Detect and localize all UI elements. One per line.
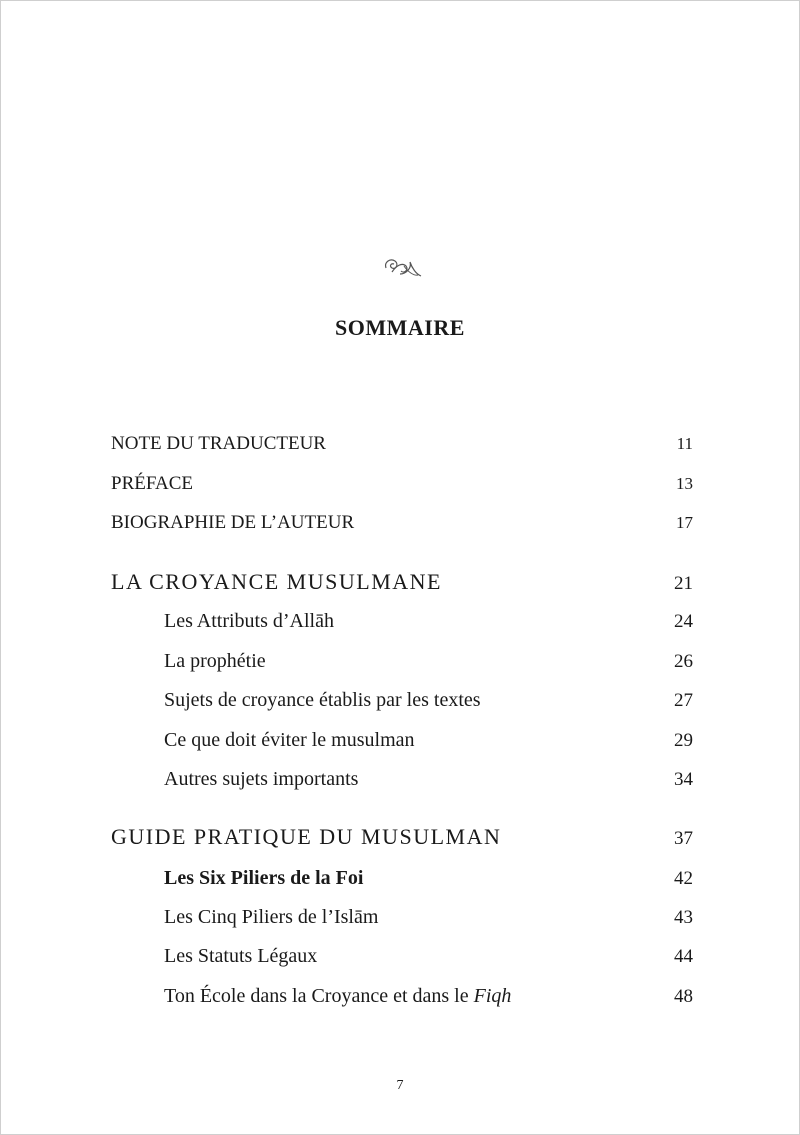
- page-number: 7: [396, 1078, 404, 1093]
- page-title: SOMMAIRE: [335, 315, 465, 340]
- toc-subentry-page: 26: [674, 651, 693, 672]
- toc-entry-label: NOTE DU TRADUCTEUR: [111, 433, 326, 454]
- toc-subentry[interactable]: [164, 945, 693, 968]
- toc-entry[interactable]: [111, 473, 693, 495]
- toc-entry-label: BIOGRAPHIE DE L’AUTEUR: [111, 512, 355, 533]
- toc-subentry[interactable]: [164, 689, 693, 712]
- toc-subentry-label: Les Statuts Légaux: [164, 945, 318, 967]
- toc-subentry[interactable]: [164, 768, 693, 791]
- toc-section-label: GUIDE PRATIQUE DU MUSULMAN: [111, 824, 502, 849]
- toc-subentry-page: 29: [674, 730, 693, 751]
- toc-subentry[interactable]: [164, 610, 693, 633]
- toc-subentry[interactable]: [164, 650, 693, 673]
- toc-section-label: LA CROYANCE MUSULMANE: [111, 569, 442, 594]
- toc-subentry-label: Sujets de croyance établis par les textes: [164, 689, 481, 711]
- toc-subentry-page: 44: [674, 946, 693, 967]
- toc-section-heading[interactable]: [111, 569, 693, 595]
- toc-subentry[interactable]: [164, 729, 693, 752]
- toc-subentry-label: Autres sujets importants: [164, 768, 359, 790]
- toc-subentry-page: 27: [674, 690, 693, 711]
- toc-subentry-label-main: Ton École dans la Croyance et dans le: [164, 985, 474, 1007]
- toc-entry[interactable]: [111, 512, 693, 534]
- toc-section-page: 21: [674, 573, 693, 594]
- toc-entry-page: 17: [676, 513, 693, 532]
- toc-subentry-page: 48: [674, 986, 693, 1007]
- toc-entry-page: 11: [676, 434, 693, 453]
- toc-entry-label: PRÉFACE: [111, 473, 194, 494]
- toc-subentry-label: Les Cinq Piliers de l’Islām: [164, 906, 379, 928]
- toc-subentry-page: 34: [674, 769, 693, 790]
- toc-subentry-label-italic: Fiqh: [473, 985, 512, 1007]
- toc-subentry[interactable]: [164, 906, 693, 929]
- toc-subentry-label: Ce que doit éviter le musulman: [164, 729, 415, 751]
- toc-subentry-label: Les Attributs d’Allāh: [164, 610, 334, 632]
- toc-subentry-label: [164, 985, 511, 1008]
- toc-section-heading[interactable]: [111, 824, 693, 850]
- toc-subentry-label: Les Six Piliers de la Foi: [164, 867, 364, 889]
- toc-subentry-page: 24: [674, 611, 693, 632]
- toc-subentry-label: La prophétie: [164, 650, 266, 672]
- toc-entry[interactable]: [111, 433, 693, 455]
- toc-subentry-page: 42: [674, 868, 693, 889]
- toc-subentry[interactable]: [164, 985, 693, 1008]
- toc-section-page: 37: [674, 828, 693, 849]
- fleuron-ornament-icon: [382, 254, 422, 280]
- toc-subentry-page: 43: [674, 907, 693, 928]
- toc-subentry[interactable]: [164, 867, 693, 890]
- toc-entry-page: 13: [676, 474, 693, 493]
